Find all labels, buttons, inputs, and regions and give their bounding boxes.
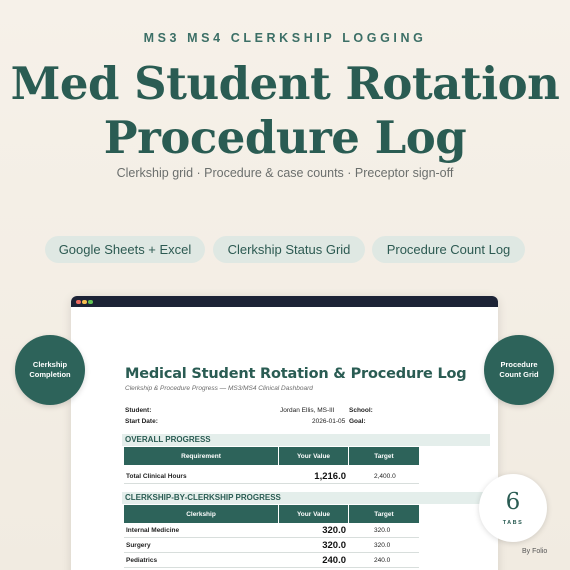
row-label: Surgery (126, 541, 151, 549)
hero-title-line-1: Med Student Rotation (10, 57, 560, 110)
table-row[interactable] (124, 553, 419, 568)
row-label: Total Clinical Hours (126, 472, 187, 480)
col-target: Target (349, 447, 419, 465)
row-label: Pediatrics (126, 556, 158, 564)
clerkship-completion-label: Clerkship Completion (29, 360, 71, 379)
student-value[interactable]: Jordan Ellis, MS-III (280, 407, 335, 414)
byline: By Folio (522, 548, 548, 555)
table-row[interactable] (124, 523, 419, 538)
row-target: 320.0 (374, 526, 391, 534)
close-dot-icon[interactable] (76, 300, 81, 305)
row-target: 240.0 (374, 556, 391, 564)
sheet-subtitle: Clerkship & Procedure Progress — MS3/MS4 Clinical Dashboard (125, 385, 313, 392)
maximize-dot-icon[interactable] (88, 300, 93, 305)
procedure-count-grid-badge (484, 335, 554, 405)
eyebrow-text: MS3 MS4 CLERKSHIP LOGGING (143, 31, 427, 45)
spreadsheet-window (71, 296, 498, 570)
student-label: Student: (125, 407, 152, 414)
goal-label: Goal: (349, 418, 366, 425)
tabs-count-number: 6 (505, 489, 521, 515)
row-label: Internal Medicine (126, 526, 180, 534)
table-row[interactable] (124, 538, 419, 553)
overall-table-header (124, 447, 419, 465)
tabs-count-label: TABS (502, 520, 524, 526)
hero-title-line-2: Procedure Log (103, 111, 467, 164)
pill-clerkship-status-grid: Clerkship Status Grid (213, 236, 365, 263)
sheet-canvas (71, 307, 498, 570)
col-your-value: Your Value (279, 505, 349, 523)
row-value[interactable]: 240.0 (322, 554, 346, 566)
window-titlebar (71, 296, 498, 307)
school-label: School: (349, 407, 373, 414)
row-target: 2,400.0 (374, 472, 396, 480)
hero-title (0, 57, 570, 165)
pill-procedure-count-log: Procedure Count Log (372, 236, 525, 263)
clerkship-table-header (124, 505, 419, 523)
row-value[interactable]: 320.0 (322, 524, 346, 536)
minimize-dot-icon[interactable] (82, 300, 87, 305)
col-requirement: Requirement (124, 447, 279, 465)
row-target: 320.0 (374, 541, 391, 549)
col-clerkship: Clerkship (124, 505, 279, 523)
tabs-count-badge (479, 474, 547, 542)
procedure-count-grid-label: Procedure Count Grid (499, 360, 539, 379)
start-date-label: Start Date: (125, 418, 158, 425)
row-value[interactable]: 1,216.0 (314, 470, 346, 482)
table-row[interactable] (124, 469, 419, 484)
clerkship-progress-header: CLERKSHIP-BY-CLERKSHIP PROGRESS (122, 492, 490, 504)
col-your-value: Your Value (279, 447, 349, 465)
hero-subtitle: Clerkship grid · Procedure & case counts · Preceptor sign-off (116, 166, 454, 180)
overall-progress-header: OVERALL PROGRESS (122, 434, 490, 446)
clerkship-completion-badge (15, 335, 85, 405)
start-date-value[interactable]: 2026-01-05 (312, 418, 346, 425)
sheet-title: Medical Student Rotation & Procedure Log (125, 366, 467, 382)
col-target: Target (349, 505, 419, 523)
pill-google-sheets-excel: Google Sheets + Excel (45, 236, 205, 263)
row-value[interactable]: 320.0 (322, 539, 346, 551)
